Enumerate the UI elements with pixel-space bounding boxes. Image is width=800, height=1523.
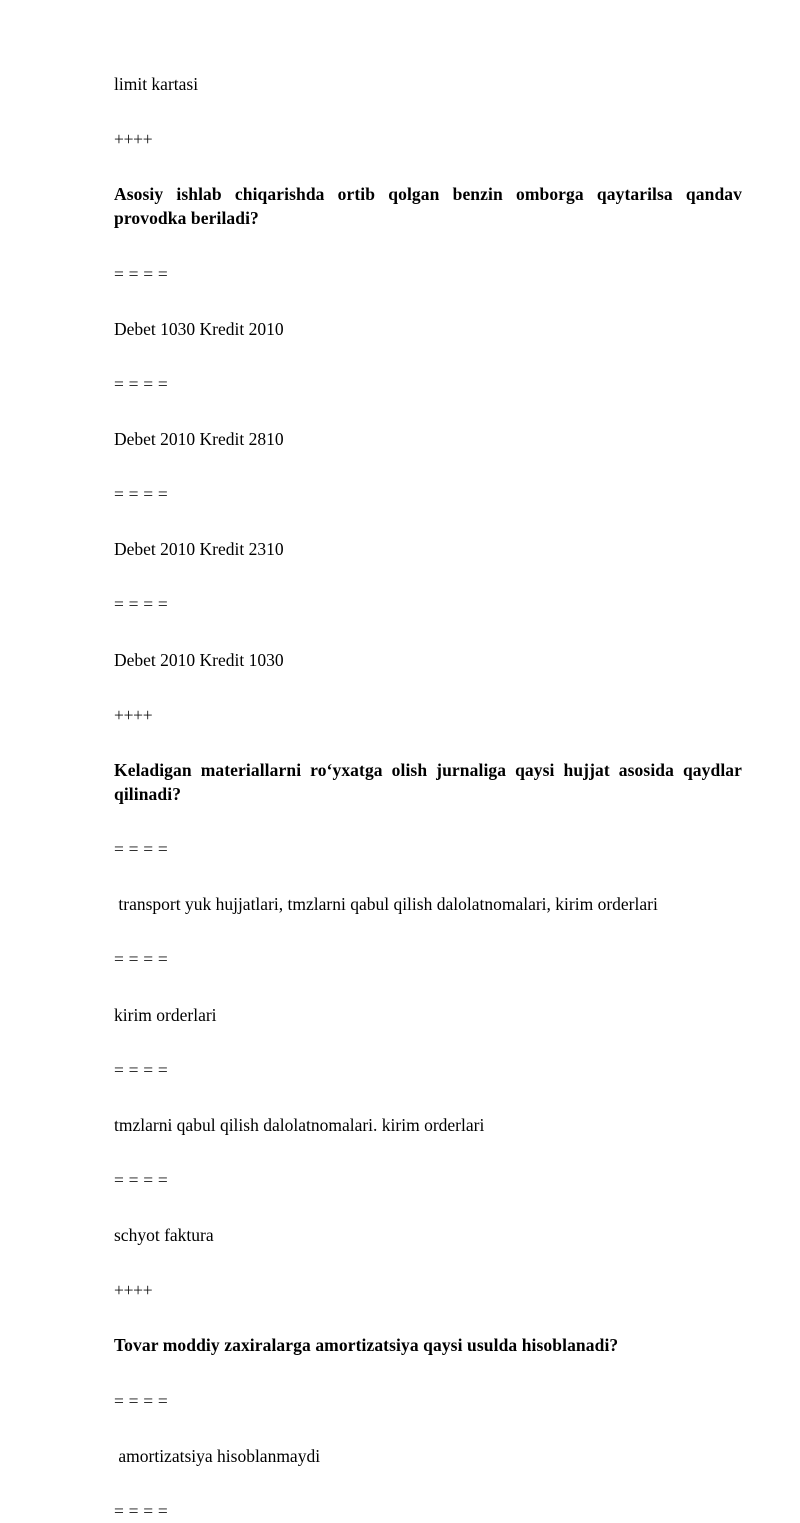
answer-separator: = = = =	[114, 1059, 169, 1080]
answer-option-text: tmzlarni qabul qilish dalolatnomalari. kirim orderlari	[114, 1114, 485, 1135]
answer-option-text: Debet 2010 Kredit 2810	[114, 428, 284, 449]
answer-option-text: limit kartasi	[114, 74, 199, 94]
answer-separator: = = = =	[114, 1169, 169, 1190]
answer-option-text: Debet 1030 Kredit 2010	[114, 318, 284, 339]
answer-separator: = = = =	[114, 949, 169, 970]
document-body	[114, 72, 747, 1523]
answer-separator: = = = =	[114, 373, 169, 394]
question-text: Keladigan materiallarni roʻyxatga olish jurnaliga qaysi hujjat asosida qaydlar qilinadi?	[114, 759, 747, 804]
answer-separator: = = = =	[114, 839, 169, 860]
answer-option-text: kirim orderlari	[114, 1004, 217, 1025]
question-separator: ++++	[114, 129, 153, 150]
answer-separator: = = = =	[114, 1500, 169, 1521]
question-separator: ++++	[114, 1280, 153, 1301]
answer-option-text: Debet 2010 Kredit 2310	[114, 539, 284, 560]
question-text: Asosiy ishlab chiqarishda ortib qolgan benzin omborga qaytarilsa qandav provodka beriladi?	[114, 184, 747, 229]
answer-option-text: Debet 2010 Kredit 1030	[114, 649, 284, 670]
answer-option-text: transport yuk hujjatlari, tmzlarni qabul qilish dalolatnomalari, kirim orderlari	[114, 894, 658, 915]
answer-separator: = = = =	[114, 594, 169, 615]
question-text: Tovar moddiy zaxiralarga amortizatsiya qaysi usulda hisoblanadi?	[114, 1335, 619, 1356]
answer-separator: = = = =	[114, 484, 169, 505]
answer-option-text: schyot faktura	[114, 1225, 214, 1246]
question-separator: ++++	[114, 704, 153, 725]
answer-separator: = = = =	[114, 263, 169, 284]
answer-option-text: amortizatsiya hisoblanmaydi	[114, 1445, 321, 1466]
answer-separator: = = = =	[114, 1390, 169, 1411]
